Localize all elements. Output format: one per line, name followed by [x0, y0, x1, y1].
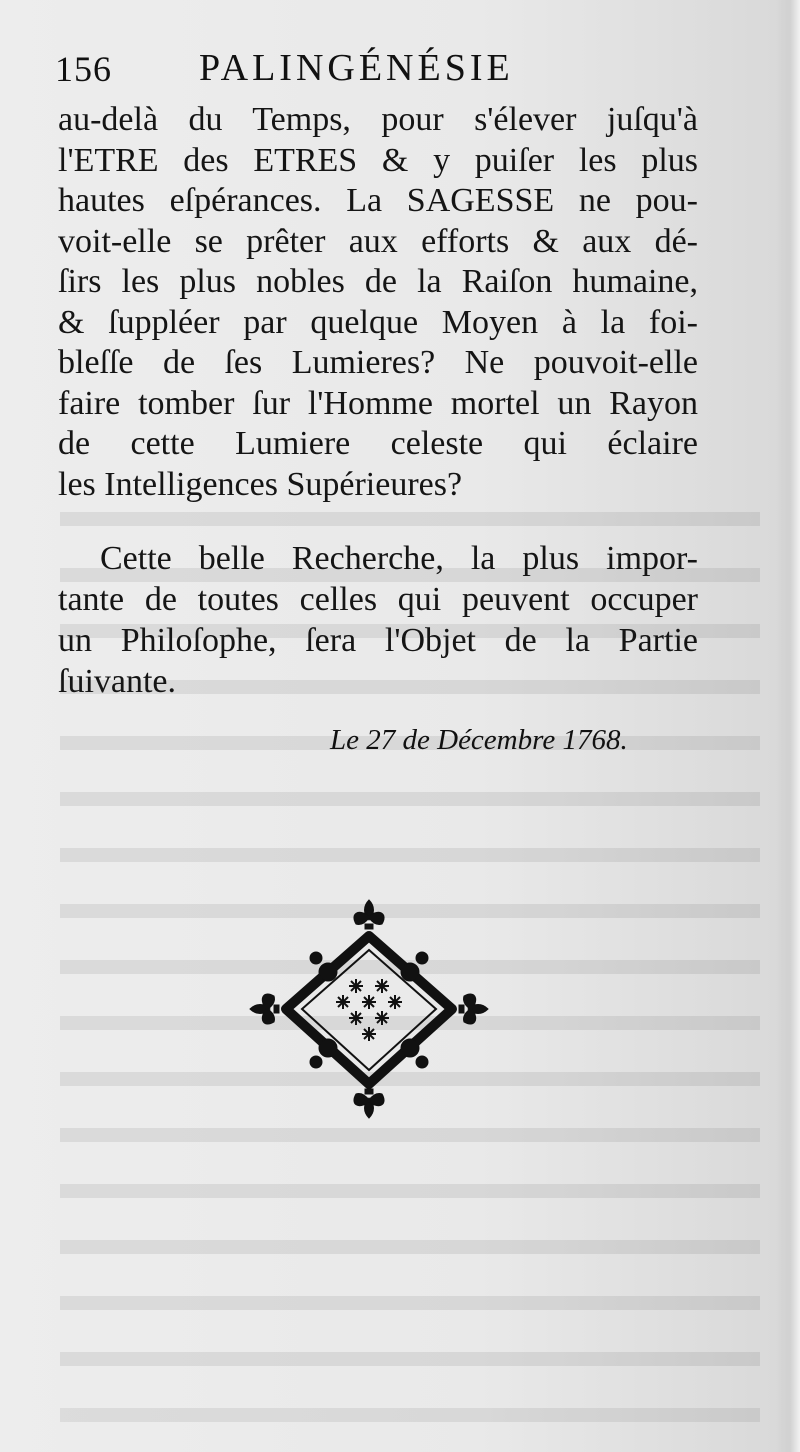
text-line: de cette Lumiere celeste qui éclaire: [58, 425, 698, 462]
page-number: 156: [55, 49, 112, 89]
running-title: PALINGÉNÉSIE: [199, 47, 514, 89]
text-line: tante de toutes celles qui peuvent occuper: [58, 581, 698, 618]
dateline: Le 27 de Décembre 1768.: [330, 724, 628, 756]
page-edge: [776, 0, 800, 1452]
text-line: faire tomber ſur l'Homme mortel un Rayon: [58, 384, 698, 422]
text-line: hautes eſpérances. La SAGESSE ne pou-: [58, 182, 698, 219]
running-header: [55, 40, 755, 100]
text-line: un Philoſophe, ſera l'Objet de la Partie: [58, 622, 698, 659]
text-line: au-delà du Temps, pour s'élever juſqu'à: [58, 101, 698, 138]
paragraph-2: [58, 538, 698, 702]
text-line: bleſſe de ſes Lumieres? Ne pouvoit-elle: [58, 344, 698, 381]
text-line: Cette belle Recherche, la plus impor-: [100, 540, 698, 577]
text-line: voit-elle se prêter aux efforts & aux dé-: [58, 222, 698, 260]
text-line: & ſuppléer par quelque Moyen à la foi-: [58, 303, 698, 341]
text-line: ſirs les plus nobles de la Raiſon humaine,: [58, 263, 698, 300]
paragraph-1: [58, 100, 698, 505]
fleuron-vignette-icon: [246, 896, 492, 1122]
text-line: les Intelligences Supérieures?: [58, 465, 463, 503]
text-line: l'ETRE des ETRES & y puiſer les plus: [58, 141, 698, 179]
text-line: ſuivante.: [58, 663, 177, 700]
